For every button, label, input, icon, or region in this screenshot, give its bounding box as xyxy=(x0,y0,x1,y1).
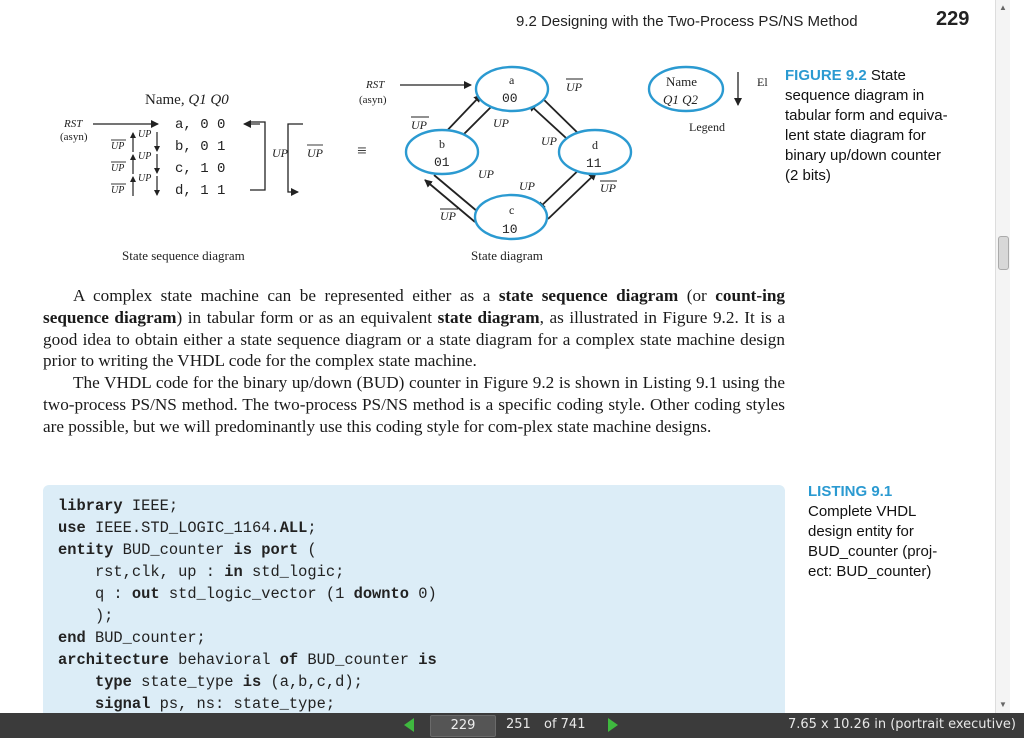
figure-caption-label: FIGURE 9.2 xyxy=(785,67,867,84)
legend-name: Name xyxy=(666,74,698,89)
seq-bracket-upbar: UP xyxy=(307,146,323,160)
page-number-input[interactable]: 229 xyxy=(430,715,496,737)
state-node-b xyxy=(406,130,478,174)
code-line: entity BUD_counter is port ( xyxy=(58,541,317,559)
state-node-d xyxy=(559,130,631,174)
listing-caption-line-1: Complete VHDL xyxy=(808,503,917,520)
code-line: q : out std_logic_vector (1 downto 0) xyxy=(58,585,437,603)
figure-caption-line-5: binary up/down counter xyxy=(785,147,941,164)
seq-diagram-label: State sequence diagram xyxy=(122,248,245,263)
paragraph-1: A complex state machine can be represented either as a state sequence diagram (or count-ing sequence diagram) in tabular form or as an equivalent state diagram, as illustrated in Figure 9.2. It is a good idea to obtain either a state sequence diagram or a state diagram for a complex state machine design prior to writing the VHDL code for the complex state machine. xyxy=(43,286,785,371)
seq-asyn-label: (asyn) xyxy=(60,131,88,143)
seq-up-1: UP xyxy=(138,129,152,140)
equivalence-sign: ≡ xyxy=(357,141,367,160)
listing-caption-label: LISTING 9.1 xyxy=(808,483,893,500)
code-line: architecture behavioral of BUD_counter is xyxy=(58,651,437,669)
svg-text:a: a xyxy=(509,73,515,87)
svg-text:UP: UP xyxy=(493,116,509,130)
scroll-up-arrow-icon[interactable]: ▲ xyxy=(999,3,1007,12)
vertical-scrollbar[interactable] xyxy=(995,0,1010,713)
seq-up-bracket xyxy=(250,122,265,190)
running-header: 9.2 Designing with the Two-Process PS/NS Method xyxy=(516,13,858,30)
seq-up-2: UP xyxy=(138,151,152,162)
svg-text:UP: UP xyxy=(600,181,616,195)
previous-page-icon[interactable] xyxy=(404,718,414,732)
seq-title: Name, Q1 Q0 xyxy=(145,92,229,108)
svg-text:11: 11 xyxy=(586,156,602,171)
svg-text:UP: UP xyxy=(541,134,557,148)
code-listing xyxy=(43,485,785,713)
svg-text:UP: UP xyxy=(519,179,535,193)
state-node-a xyxy=(476,67,548,111)
listing-caption-line-3: BUD_counter (proj- xyxy=(808,543,938,560)
code-lines xyxy=(58,495,437,713)
figure-caption-line-4: lent state diagram for xyxy=(785,127,926,144)
svg-text:10: 10 xyxy=(502,222,518,237)
sd-asyn-label: (asyn) xyxy=(359,94,387,106)
state-sequence-diagram xyxy=(60,92,367,263)
code-line: library IEEE; xyxy=(58,497,179,515)
scroll-down-arrow-icon[interactable]: ▼ xyxy=(999,700,1007,709)
figure-caption-line-6: (2 bits) xyxy=(785,167,831,184)
svg-text:00: 00 xyxy=(502,91,518,106)
status-bar xyxy=(0,713,1024,738)
seq-upbar-bracket xyxy=(288,124,303,192)
pdf-page-number: 251 xyxy=(506,717,531,732)
seq-upbar-2: UP xyxy=(111,163,125,174)
listing-caption-line-2: design entity for xyxy=(808,523,914,540)
code-line: signal ps, ns: state_type; xyxy=(94,695,336,713)
figure-9-2 xyxy=(0,60,780,275)
svg-text:c: c xyxy=(509,203,515,217)
figure-caption-line-2: sequence diagram in xyxy=(785,87,925,104)
seq-bracket-up: UP xyxy=(272,146,288,160)
svg-text:UP: UP xyxy=(440,209,456,223)
sd-rst-label: RST xyxy=(366,79,385,91)
figure-caption-line-3: tabular form and equiva- xyxy=(785,107,948,124)
seq-row-c: c, 1 0 xyxy=(175,161,226,177)
legend xyxy=(649,67,768,134)
svg-text:UP: UP xyxy=(566,80,582,94)
svg-text:UP: UP xyxy=(478,167,494,181)
code-line: ); xyxy=(58,607,114,625)
sd-diagram-label: State diagram xyxy=(471,248,543,263)
code-line: rst,clk, up : in std_logic; xyxy=(58,563,345,581)
figure-caption xyxy=(785,66,985,186)
seq-upbar-1: UP xyxy=(111,141,125,152)
state-node-c xyxy=(475,195,547,239)
listing-caption xyxy=(808,482,978,582)
page-number: 229 xyxy=(936,8,970,30)
next-page-icon[interactable] xyxy=(608,718,618,732)
paragraph-2: The VHDL code for the binary up/down (BUD) counter in Figure 9.2 is shown in Listing 9.1 using the two-process PS/NS method. The two-process PS/NS method is a specific coding style. Other coding styles are possible, but we will predominantly use this coding style for com-plex state machine designs. xyxy=(43,373,785,436)
state-diagram xyxy=(359,67,631,263)
seq-row-d: d, 1 1 xyxy=(175,183,226,199)
listing-caption-line-4: ect: BUD_counter) xyxy=(808,563,932,580)
legend-q: Q1 Q2 xyxy=(663,92,699,107)
legend-label: Legend xyxy=(689,120,725,134)
code-line: use IEEE.STD_LOGIC_1164.ALL; xyxy=(58,519,317,537)
svg-text:d: d xyxy=(592,138,598,152)
seq-row-a: a, 0 0 xyxy=(175,117,226,133)
seq-row-b: b, 0 1 xyxy=(175,139,226,155)
svg-text:b: b xyxy=(439,137,445,151)
page-total: of 741 xyxy=(544,717,586,732)
code-line: type state_type is (a,b,c,d); xyxy=(94,673,363,691)
code-line: end BUD_counter; xyxy=(58,629,206,647)
seq-transition-arrows xyxy=(133,132,157,196)
body-text xyxy=(43,285,785,438)
seq-upbar-3: UP xyxy=(111,185,125,196)
scroll-thumb[interactable] xyxy=(998,236,1009,270)
svg-text:UP: UP xyxy=(411,118,427,132)
paper-size: 7.65 x 10.26 in (portrait executive) xyxy=(787,717,1016,732)
seq-up-3: UP xyxy=(138,173,152,184)
figure-caption-line-1: State xyxy=(870,67,906,84)
seq-rst-label: RST xyxy=(64,118,83,130)
legend-cut-text: El xyxy=(757,75,768,89)
svg-text:01: 01 xyxy=(434,155,450,170)
